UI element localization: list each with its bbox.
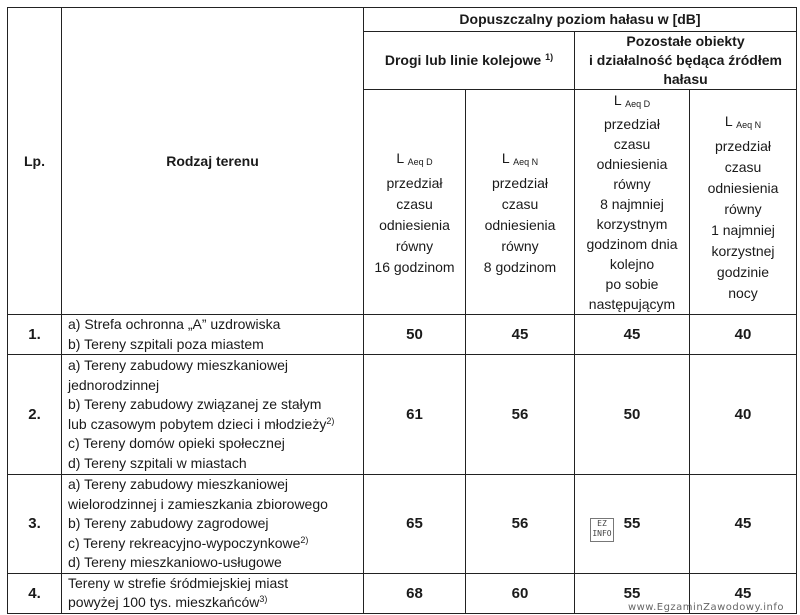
- value-laeqd-other: 45: [575, 315, 690, 355]
- l-symbol: L: [613, 92, 622, 108]
- table-row: [8, 355, 797, 475]
- period-line: równy: [724, 200, 762, 217]
- terrain-footnote: 2): [300, 534, 309, 545]
- value-laeqn-other: 45: [690, 475, 797, 574]
- terrain-line: jednorodzinnej: [68, 376, 160, 393]
- l-subscript: Aeq D: [407, 157, 433, 167]
- l-symbol: L: [724, 112, 733, 129]
- table-row: [8, 315, 797, 355]
- header-col-laeqd-16h: [364, 90, 466, 315]
- terrain-line: a) Tereny zabudowy mieszkaniowej: [68, 476, 288, 492]
- terrain-line: wielorodzinnej i zamieszkania zbiorowego: [68, 495, 328, 512]
- terrain-line: powyżej 100 tys. mieszkańców$^{3)}$: [68, 594, 268, 610]
- ez-info-stamp: [590, 518, 614, 542]
- value-laeqn-other: 45: [690, 573, 797, 613]
- l-subscript: Aeq D: [625, 99, 651, 109]
- value-laeqn-roads: 56: [466, 355, 575, 475]
- period-line: równy: [395, 238, 434, 254]
- terrain-line: c) Tereny rekreacyjno-wypoczynkowe$^{2)}$: [68, 534, 309, 551]
- period-line: godzinie: [716, 263, 770, 280]
- terrain-line: a) Tereny zabudowy mieszkaniowej: [68, 357, 288, 373]
- l-subscript: Aeq N: [736, 119, 762, 130]
- period-line: czasu: [396, 196, 433, 212]
- period-line: odniesienia: [379, 217, 450, 233]
- period-line: następującym: [588, 296, 676, 312]
- row-terrain: [62, 355, 364, 475]
- value-laeqd-roads: 61: [364, 355, 466, 475]
- value-laeqd-other: 55: [575, 475, 690, 574]
- terrain-line: c) Tereny domów opieki społecznej: [68, 435, 285, 451]
- header-roads-railways: [364, 32, 575, 90]
- header-col-laeqn-8h: [466, 90, 575, 315]
- l-symbol: L: [501, 150, 510, 166]
- roads-label: Drogi lub linie kolejowe: [384, 52, 542, 68]
- value-laeqd-roads: 65: [364, 475, 466, 574]
- other-sources-line: Pozostałe obiekty: [626, 33, 745, 49]
- period-line: kolejno: [609, 256, 655, 272]
- value-laeqd-roads: 50: [364, 315, 466, 355]
- row-lp: 3.: [8, 475, 62, 574]
- period-line: 8 najmniej: [600, 196, 664, 212]
- period-line: korzystnym: [596, 216, 668, 232]
- row-terrain: [62, 315, 364, 355]
- noise-limits-table: [7, 7, 797, 614]
- header-other-sources: [575, 32, 797, 90]
- header-col-laeqd-8h: [575, 90, 690, 315]
- period-description: [364, 173, 465, 278]
- terrain-line: lub czasowym pobytem dzieci i młodzieży$^{2)}$: [68, 415, 335, 432]
- l-symbol: L: [396, 150, 404, 166]
- period-line: 8 godzinom: [483, 259, 557, 275]
- period-line: przedział: [714, 137, 772, 154]
- terrain-line: d) Tereny szpitali w miastach: [68, 454, 247, 471]
- period-description: [466, 173, 574, 278]
- row-lp: 1.: [8, 315, 62, 355]
- period-line: równy: [613, 176, 651, 192]
- value-laeqn-roads: 45: [466, 315, 575, 355]
- period-line: korzystnej: [711, 242, 775, 259]
- l-subscript: Aeq N: [513, 157, 539, 167]
- value-laeqd-other: 50: [575, 355, 690, 475]
- value-laeqd-roads: 68: [364, 573, 466, 613]
- period-line: nocy: [728, 284, 758, 301]
- value-laeqd-other: 55: [575, 573, 690, 613]
- table-row: [8, 475, 797, 574]
- terrain-line: a) Strefa ochronna „A” uzdrowiska: [68, 316, 281, 332]
- period-line: czasu: [724, 158, 762, 175]
- value-laeqn-roads: 60: [466, 573, 575, 613]
- period-line: godzinom dnia: [586, 236, 678, 252]
- row-lp: 4.: [8, 573, 62, 613]
- header-lp: Lp.: [8, 8, 62, 315]
- period-line: po sobie: [605, 276, 659, 292]
- terrain-footnote: 2): [326, 415, 335, 426]
- period-line: 1 najmniej: [711, 221, 775, 238]
- other-sources-line: hałasu: [663, 71, 708, 87]
- period-line: przedział: [491, 175, 549, 191]
- period-description: [575, 114, 689, 314]
- terrain-line: Tereny w strefie śródmiejskiej miast: [68, 574, 289, 591]
- period-line: odniesienia: [707, 179, 779, 196]
- header-permissible-noise: Dopuszczalny poziom hałasu w [dB]: [364, 8, 797, 32]
- other-sources-line: i działalność będąca źródłem: [589, 52, 782, 68]
- period-line: odniesienia: [484, 217, 556, 233]
- terrain-line: b) Tereny zabudowy zagrodowej: [68, 515, 269, 531]
- period-line: równy: [501, 238, 539, 254]
- terrain-line: b) Tereny szpitali poza miastem: [68, 335, 264, 352]
- stamp-line: EZ: [597, 519, 607, 528]
- period-line: czasu: [501, 196, 539, 212]
- period-line: odniesienia: [596, 156, 668, 172]
- site-watermark: www.EgzaminZawodowy.info: [627, 602, 784, 613]
- terrain-line: d) Tereny mieszkaniowo-usługowe: [68, 554, 282, 570]
- value-laeqn-other: 40: [690, 355, 797, 475]
- row-lp: 2.: [8, 355, 62, 475]
- terrain-line: b) Tereny zabudowy związanej ze stałym: [68, 396, 322, 412]
- roads-footnote: 1): [545, 52, 554, 62]
- period-description: [690, 136, 796, 304]
- value-laeqn-roads: 56: [466, 475, 575, 574]
- header-col-laeqn-1h: [690, 90, 797, 315]
- row-terrain: [62, 475, 364, 574]
- value-laeqn-other: 40: [690, 315, 797, 355]
- stamp-line: INFO: [592, 529, 612, 538]
- period-line: czasu: [613, 136, 651, 152]
- period-line: przedział: [386, 175, 443, 191]
- period-line: przedział: [603, 116, 661, 132]
- period-line: 16 godzinom: [374, 259, 455, 275]
- header-terrain-type: Rodzaj terenu: [62, 8, 364, 315]
- row-terrain: [62, 573, 364, 613]
- terrain-footnote: 3): [259, 594, 268, 604]
